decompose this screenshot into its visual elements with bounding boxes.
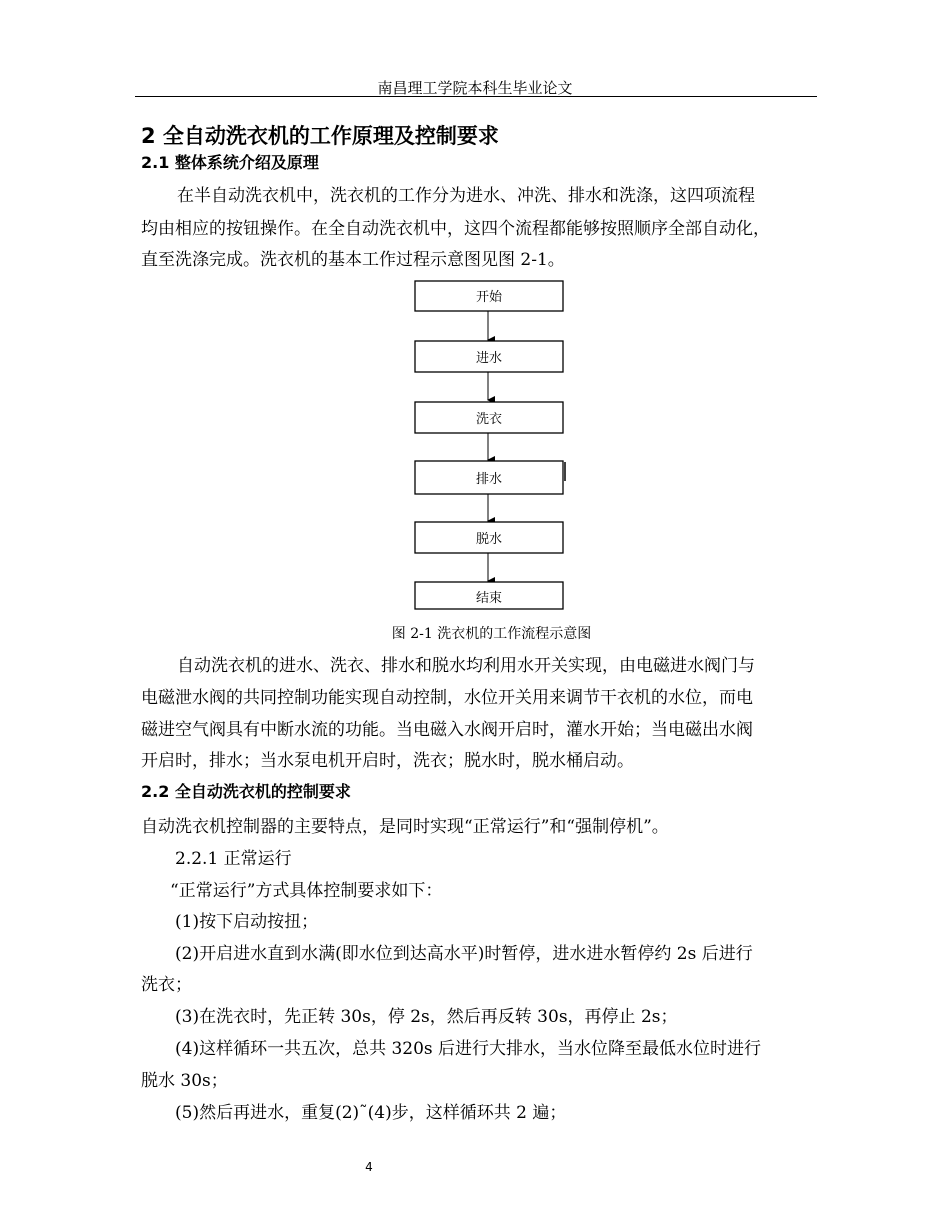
chapter-heading: 2 全自动洗衣机的工作原理及控制要求 — [141, 124, 499, 148]
flow-step-label: 排水 — [475, 472, 503, 487]
section-heading-2-1: 2.1 整体系统介绍及原理 — [141, 153, 319, 172]
list-item-continuation: 洗衣； — [141, 975, 192, 995]
paragraph-line: 在半自动洗衣机中，洗衣机的工作分为进水、冲洗、排水和洗涤，这四项流程 — [177, 186, 755, 206]
section-heading-2-2: 2.2 全自动洗衣机的控制要求 — [141, 782, 351, 801]
figure-caption: 图 2-1 洗衣机的工作流程示意图 — [391, 626, 592, 642]
list-item: (4)这样循环一共五次，总共 320s 后进行大排水，当水位降至最低水位时进行 — [175, 1039, 762, 1059]
subsection-heading: 2.2.1 正常运行 — [175, 849, 292, 869]
workflow-diagram — [400, 272, 580, 614]
header-rule — [135, 96, 817, 97]
flow-step-label: 开始 — [475, 290, 503, 305]
flow-step-label: 脱水 — [475, 532, 503, 547]
paragraph-line: “正常运行”方式具体控制要求如下： — [170, 881, 443, 901]
list-item: (2)开启进水直到水满(即水位到达高水平)时暂停，进水进水暂停约 2s 后进行 — [175, 944, 753, 964]
paragraph-line: 直至洗涤完成。洗衣机的基本工作过程示意图见图 2-1。 — [141, 250, 565, 270]
flow-step-label: 结束 — [475, 591, 503, 606]
list-item-continuation: 脱水 30s； — [141, 1071, 228, 1091]
running-header: 南昌理工学院本科生毕业论文 — [377, 79, 573, 97]
paragraph-line: 均由相应的按钮操作。在全自动洗衣机中，这四个流程都能够按照顺序全部自动化， — [141, 219, 770, 239]
list-item: (1)按下启动按扭； — [175, 912, 319, 932]
flow-step-label: 洗衣 — [475, 412, 503, 427]
paragraph-line: 开启时，排水；当水泵电机开启时，洗衣；脱水时，脱水桶启动。 — [141, 751, 634, 771]
list-item: (5)然后再进水，重复(2)˜(4)步，这样循环共 2 遍； — [175, 1103, 567, 1123]
flow-step-label: 进水 — [475, 351, 503, 366]
paragraph-line: 自动洗衣机的进水、洗衣、排水和脱水均利用水开关实现，由电磁进水阀门与 — [177, 656, 755, 676]
paragraph-line: 磁进空气阀具有中断水流的功能。当电磁入水阀开启时，灌水开始；当电磁出水阀 — [141, 720, 753, 740]
paragraph-line: 电磁泄水阀的共同控制功能实现自动控制，水位开关用来调节干衣机的水位，而电 — [141, 688, 753, 708]
page-number: 4 — [365, 1160, 373, 1174]
paragraph-line: 自动洗衣机控制器的主要特点，是同时实现“正常运行”和“强制停机”。 — [141, 817, 669, 837]
list-item: (3)在洗衣时，先正转 30s，停 2s，然后再反转 30s，再停止 2s； — [175, 1007, 678, 1027]
